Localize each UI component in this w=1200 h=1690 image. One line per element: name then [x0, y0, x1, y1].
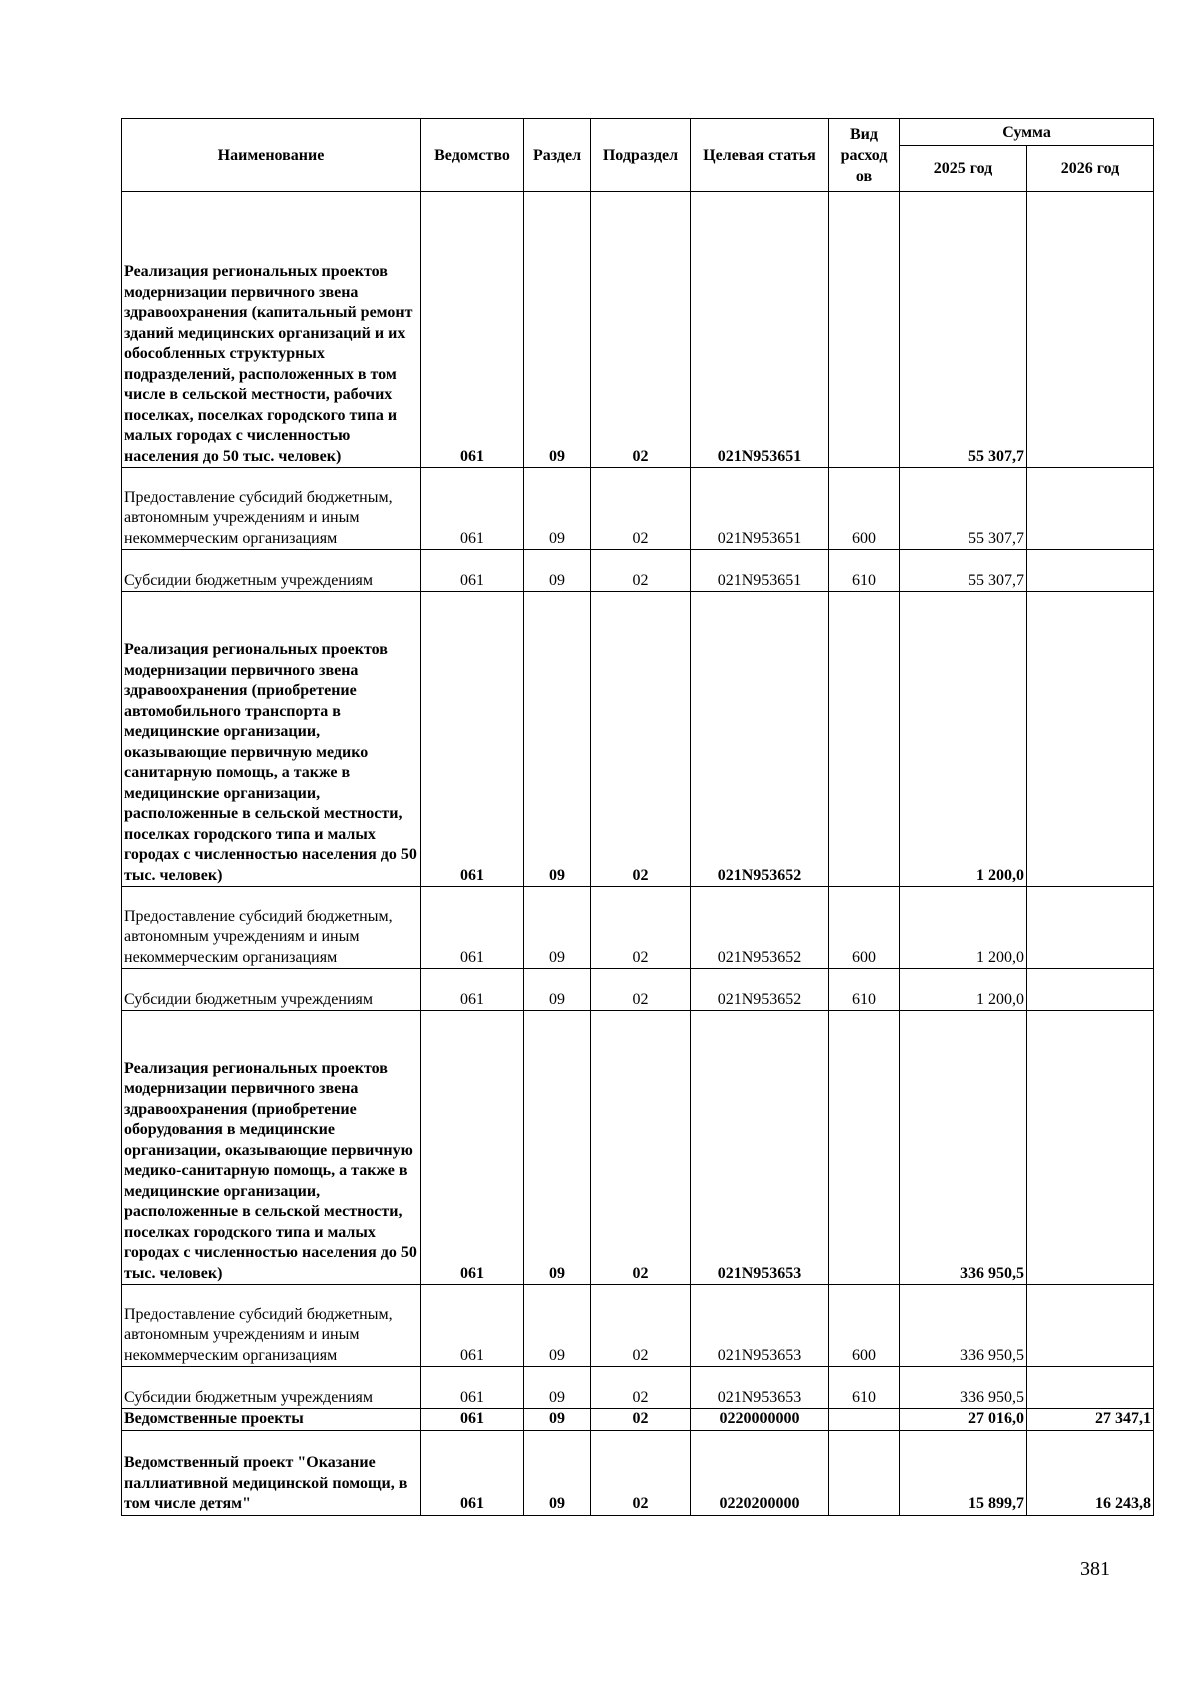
row-section: 09: [524, 1367, 591, 1409]
row-subsection: 02: [591, 592, 691, 887]
row-subsection: 02: [591, 1285, 691, 1367]
row-target: 021N953653: [691, 1367, 829, 1409]
row-department: 061: [421, 1367, 524, 1409]
table-row: [122, 1285, 1154, 1367]
row-department: 061: [421, 1430, 524, 1515]
row-amount-2026: 27 347,1: [1027, 1409, 1154, 1431]
row-subsection: 02: [591, 1430, 691, 1515]
row-target: 021N953652: [691, 592, 829, 887]
row-amount-2026: [1027, 887, 1154, 969]
row-amount-2025: 55 307,7: [900, 550, 1027, 592]
row-amount-2026: [1027, 192, 1154, 468]
row-name: Реализация региональных проектов модернизации первичного звена здравоохранения (приобретение оборудования в медицинские организации, оказывающие первичную медико-санитарную помощь, а также в медицинские организации, расположенные в сельской местности, поселках городского типа и малых городах с численностью населения до 50 тыс. человек): [122, 1011, 421, 1285]
row-expense-type: 610: [829, 1367, 900, 1409]
row-amount-2025: 1 200,0: [900, 887, 1027, 969]
row-subsection: 02: [591, 1367, 691, 1409]
col-header-section: Раздел: [524, 119, 591, 192]
row-department: 061: [421, 192, 524, 468]
row-expense-type: 600: [829, 468, 900, 550]
row-department: 061: [421, 1285, 524, 1367]
row-name: Реализация региональных проектов модернизации первичного звена здравоохранения (приобретение автомобильного транспорта в медицинские организации, оказывающие первичную медико санитарную помощь, а также в медицинские организации, расположенные в сельской местности, поселках городского типа и малых городах с численностью населения до 50 тыс. человек): [122, 592, 421, 887]
row-department: 061: [421, 887, 524, 969]
col-header-2026: 2026 год: [1027, 146, 1154, 192]
col-header-subsection: Подраздел: [591, 119, 691, 192]
table-row: [122, 1367, 1154, 1409]
row-expense-type: 600: [829, 887, 900, 969]
row-section: 09: [524, 969, 591, 1011]
row-subsection: 02: [591, 1409, 691, 1431]
row-amount-2025: 1 200,0: [900, 969, 1027, 1011]
row-department: 061: [421, 468, 524, 550]
row-subsection: 02: [591, 1011, 691, 1285]
row-name: Предоставление субсидий бюджетным, автономным учреждениям и иным некоммерческим организациям: [122, 468, 421, 550]
row-amount-2026: [1027, 592, 1154, 887]
header-row: [122, 119, 1154, 146]
row-amount-2025: 55 307,7: [900, 468, 1027, 550]
row-subsection: 02: [591, 550, 691, 592]
row-amount-2025: 336 950,5: [900, 1011, 1027, 1285]
row-department: 061: [421, 1011, 524, 1285]
page-number: 381: [1080, 1558, 1110, 1580]
row-amount-2025: 336 950,5: [900, 1285, 1027, 1367]
col-header-expense-type: Вид расход ов: [829, 119, 900, 192]
row-name: Ведомственный проект "Оказание паллиативной медицинской помощи, в том числе детям": [122, 1430, 421, 1515]
row-expense-type: [829, 1011, 900, 1285]
row-section: 09: [524, 592, 591, 887]
row-name: Предоставление субсидий бюджетным, автономным учреждениям и иным некоммерческим организациям: [122, 887, 421, 969]
table-row: [122, 969, 1154, 1011]
row-amount-2025: 1 200,0: [900, 592, 1027, 887]
row-expense-type: 600: [829, 1285, 900, 1367]
budget-table: [121, 118, 1154, 1516]
col-header-name: Наименование: [122, 119, 421, 192]
row-target: 021N953651: [691, 550, 829, 592]
row-name: Субсидии бюджетным учреждениям: [122, 550, 421, 592]
row-amount-2025: 55 307,7: [900, 192, 1027, 468]
row-section: 09: [524, 1409, 591, 1431]
row-target: 021N953653: [691, 1011, 829, 1285]
row-name: Субсидии бюджетным учреждениям: [122, 969, 421, 1011]
row-expense-type: 610: [829, 550, 900, 592]
row-section: 09: [524, 192, 591, 468]
row-target: 021N953651: [691, 468, 829, 550]
row-amount-2025: 27 016,0: [900, 1409, 1027, 1431]
table-row: [122, 1430, 1154, 1515]
row-amount-2026: [1027, 1285, 1154, 1367]
table-row: [122, 192, 1154, 468]
row-amount-2026: 16 243,8: [1027, 1430, 1154, 1515]
table-row: [122, 1011, 1154, 1285]
row-section: 09: [524, 1285, 591, 1367]
col-header-2025: 2025 год: [900, 146, 1027, 192]
row-subsection: 02: [591, 887, 691, 969]
row-expense-type: [829, 1409, 900, 1431]
row-amount-2026: [1027, 1011, 1154, 1285]
row-expense-type: [829, 592, 900, 887]
row-subsection: 02: [591, 969, 691, 1011]
row-amount-2026: [1027, 468, 1154, 550]
row-name: Реализация региональных проектов модернизации первичного звена здравоохранения (капитальный ремонт зданий медицинских организаций и их обособленных структурных подразделений, расположенных в том числе в сельской местности, рабочих поселках, поселках городского типа и малых городах с численностью населения до 50 тыс. человек): [122, 192, 421, 468]
row-target: 021N953652: [691, 887, 829, 969]
table-row: [122, 550, 1154, 592]
col-header-sum: Сумма: [900, 119, 1154, 146]
table-row: [122, 1409, 1154, 1431]
row-section: 09: [524, 550, 591, 592]
row-amount-2026: [1027, 550, 1154, 592]
row-department: 061: [421, 1409, 524, 1431]
row-section: 09: [524, 1011, 591, 1285]
row-subsection: 02: [591, 192, 691, 468]
row-amount-2025: 336 950,5: [900, 1367, 1027, 1409]
row-subsection: 02: [591, 468, 691, 550]
row-target: 0220200000: [691, 1430, 829, 1515]
table-row: [122, 887, 1154, 969]
row-name: Предоставление субсидий бюджетным, автономным учреждениям и иным некоммерческим организациям: [122, 1285, 421, 1367]
row-expense-type: [829, 192, 900, 468]
row-target: 021N953653: [691, 1285, 829, 1367]
row-section: 09: [524, 887, 591, 969]
row-name: Субсидии бюджетным учреждениям: [122, 1367, 421, 1409]
row-target: 021N953652: [691, 969, 829, 1011]
row-expense-type: 610: [829, 969, 900, 1011]
row-amount-2026: [1027, 969, 1154, 1011]
table-row: [122, 468, 1154, 550]
row-department: 061: [421, 592, 524, 887]
col-header-target: Целевая статья: [691, 119, 829, 192]
col-header-department: Ведомство: [421, 119, 524, 192]
row-target: 021N953651: [691, 192, 829, 468]
row-department: 061: [421, 550, 524, 592]
table-row: [122, 592, 1154, 887]
row-amount-2026: [1027, 1367, 1154, 1409]
row-amount-2025: 15 899,7: [900, 1430, 1027, 1515]
row-expense-type: [829, 1430, 900, 1515]
row-section: 09: [524, 468, 591, 550]
row-target: 0220000000: [691, 1409, 829, 1431]
row-department: 061: [421, 969, 524, 1011]
row-name: Ведомственные проекты: [122, 1409, 421, 1431]
row-section: 09: [524, 1430, 591, 1515]
